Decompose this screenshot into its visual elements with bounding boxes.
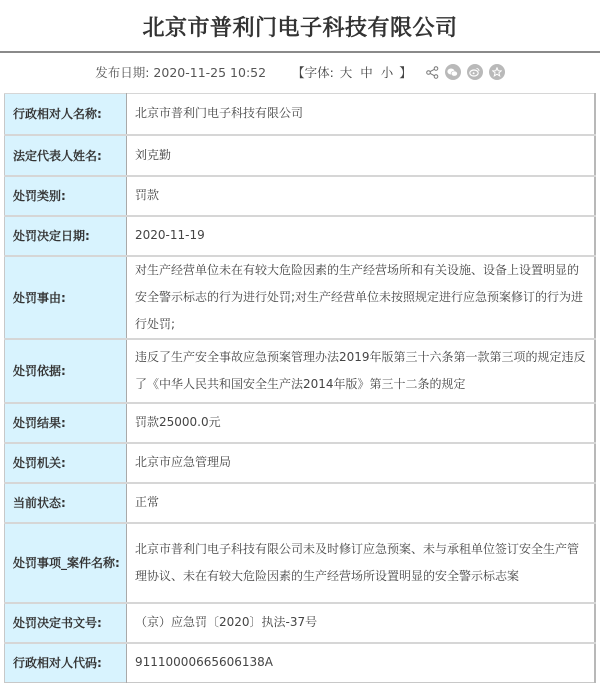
row-value: 北京市普利门电子科技有限公司未及时修订应急预案、未与承租单位签订安全生产管理协议、未在有较大危险因素的生产经营场所设置明显的安全警示标志案: [127, 523, 596, 603]
font-medium-button[interactable]: 中: [360, 65, 373, 80]
meta-bar: [0, 53, 600, 91]
table-row: [5, 643, 596, 683]
publish-date-value: 2020-11-25 10:52: [153, 65, 267, 80]
row-value: 91110000665606138A: [127, 643, 596, 683]
row-value: 2020-11-19: [127, 216, 596, 256]
table-row: [5, 216, 596, 256]
table-row: [5, 176, 596, 216]
weibo-icon[interactable]: [467, 64, 483, 80]
row-value: 正常: [127, 483, 596, 523]
row-value: 北京市应急管理局: [127, 443, 596, 483]
table-row: [5, 403, 596, 443]
row-value: 违反了生产安全事故应急预案管理办法2019年版第三十六条第一款第三项的规定违反了《中华人民共和国安全生产法2014年版》第三十二条的规定: [127, 339, 596, 403]
row-label: 处罚事由:: [5, 256, 127, 339]
font-large-button[interactable]: 大: [339, 65, 353, 80]
font-size-open: 【字体:: [292, 65, 334, 80]
row-value: 刘克勤: [127, 135, 596, 176]
row-value: 罚款: [127, 176, 596, 216]
table-row: [5, 135, 596, 176]
share-icon[interactable]: [426, 66, 439, 79]
row-value: 罚款25000.0元: [127, 403, 596, 443]
row-label: 处罚决定日期:: [5, 216, 127, 256]
font-size-control: [292, 63, 412, 81]
table-row: [5, 523, 596, 603]
publish-label: 发布日期:: [95, 65, 150, 80]
table-row: [5, 443, 596, 483]
font-size-close: 】: [399, 65, 412, 80]
table-row: [5, 256, 596, 339]
row-label: 处罚机关:: [5, 443, 127, 483]
row-label: 行政相对人名称:: [5, 94, 127, 135]
font-small-button[interactable]: 小: [380, 65, 394, 80]
row-label: 处罚依据:: [5, 339, 127, 403]
row-label: 处罚类别:: [5, 176, 127, 216]
table-row: [5, 94, 596, 135]
publish-date: [95, 63, 266, 81]
row-label: 当前状态:: [5, 483, 127, 523]
row-label: 处罚结果:: [5, 403, 127, 443]
table-row: [5, 339, 596, 403]
row-value: 对生产经营单位未在有较大危险因素的生产经营场所和有关设施、设备上设置明显的安全警示标志的行为进行处罚;对生产经营单位未按照规定进行应急预案修订的行为进行处罚;: [127, 256, 596, 339]
table-row: [5, 603, 596, 643]
row-label: 法定代表人姓名:: [5, 135, 127, 176]
row-label: 行政相对人代码:: [5, 643, 127, 683]
penalty-info-table: [4, 93, 596, 683]
row-value: （京）应急罚〔2020〕执法-37号: [127, 603, 596, 643]
row-label: 处罚决定书文号:: [5, 603, 127, 643]
row-value: 北京市普利门电子科技有限公司: [127, 94, 596, 135]
page-title: 北京市普利门电子科技有限公司: [142, 16, 458, 41]
favorite-icon[interactable]: [489, 64, 505, 80]
row-label: 处罚事项_案件名称:: [5, 523, 127, 603]
wechat-icon[interactable]: [445, 64, 461, 80]
title-bar: [0, 0, 600, 53]
table-row: [5, 483, 596, 523]
